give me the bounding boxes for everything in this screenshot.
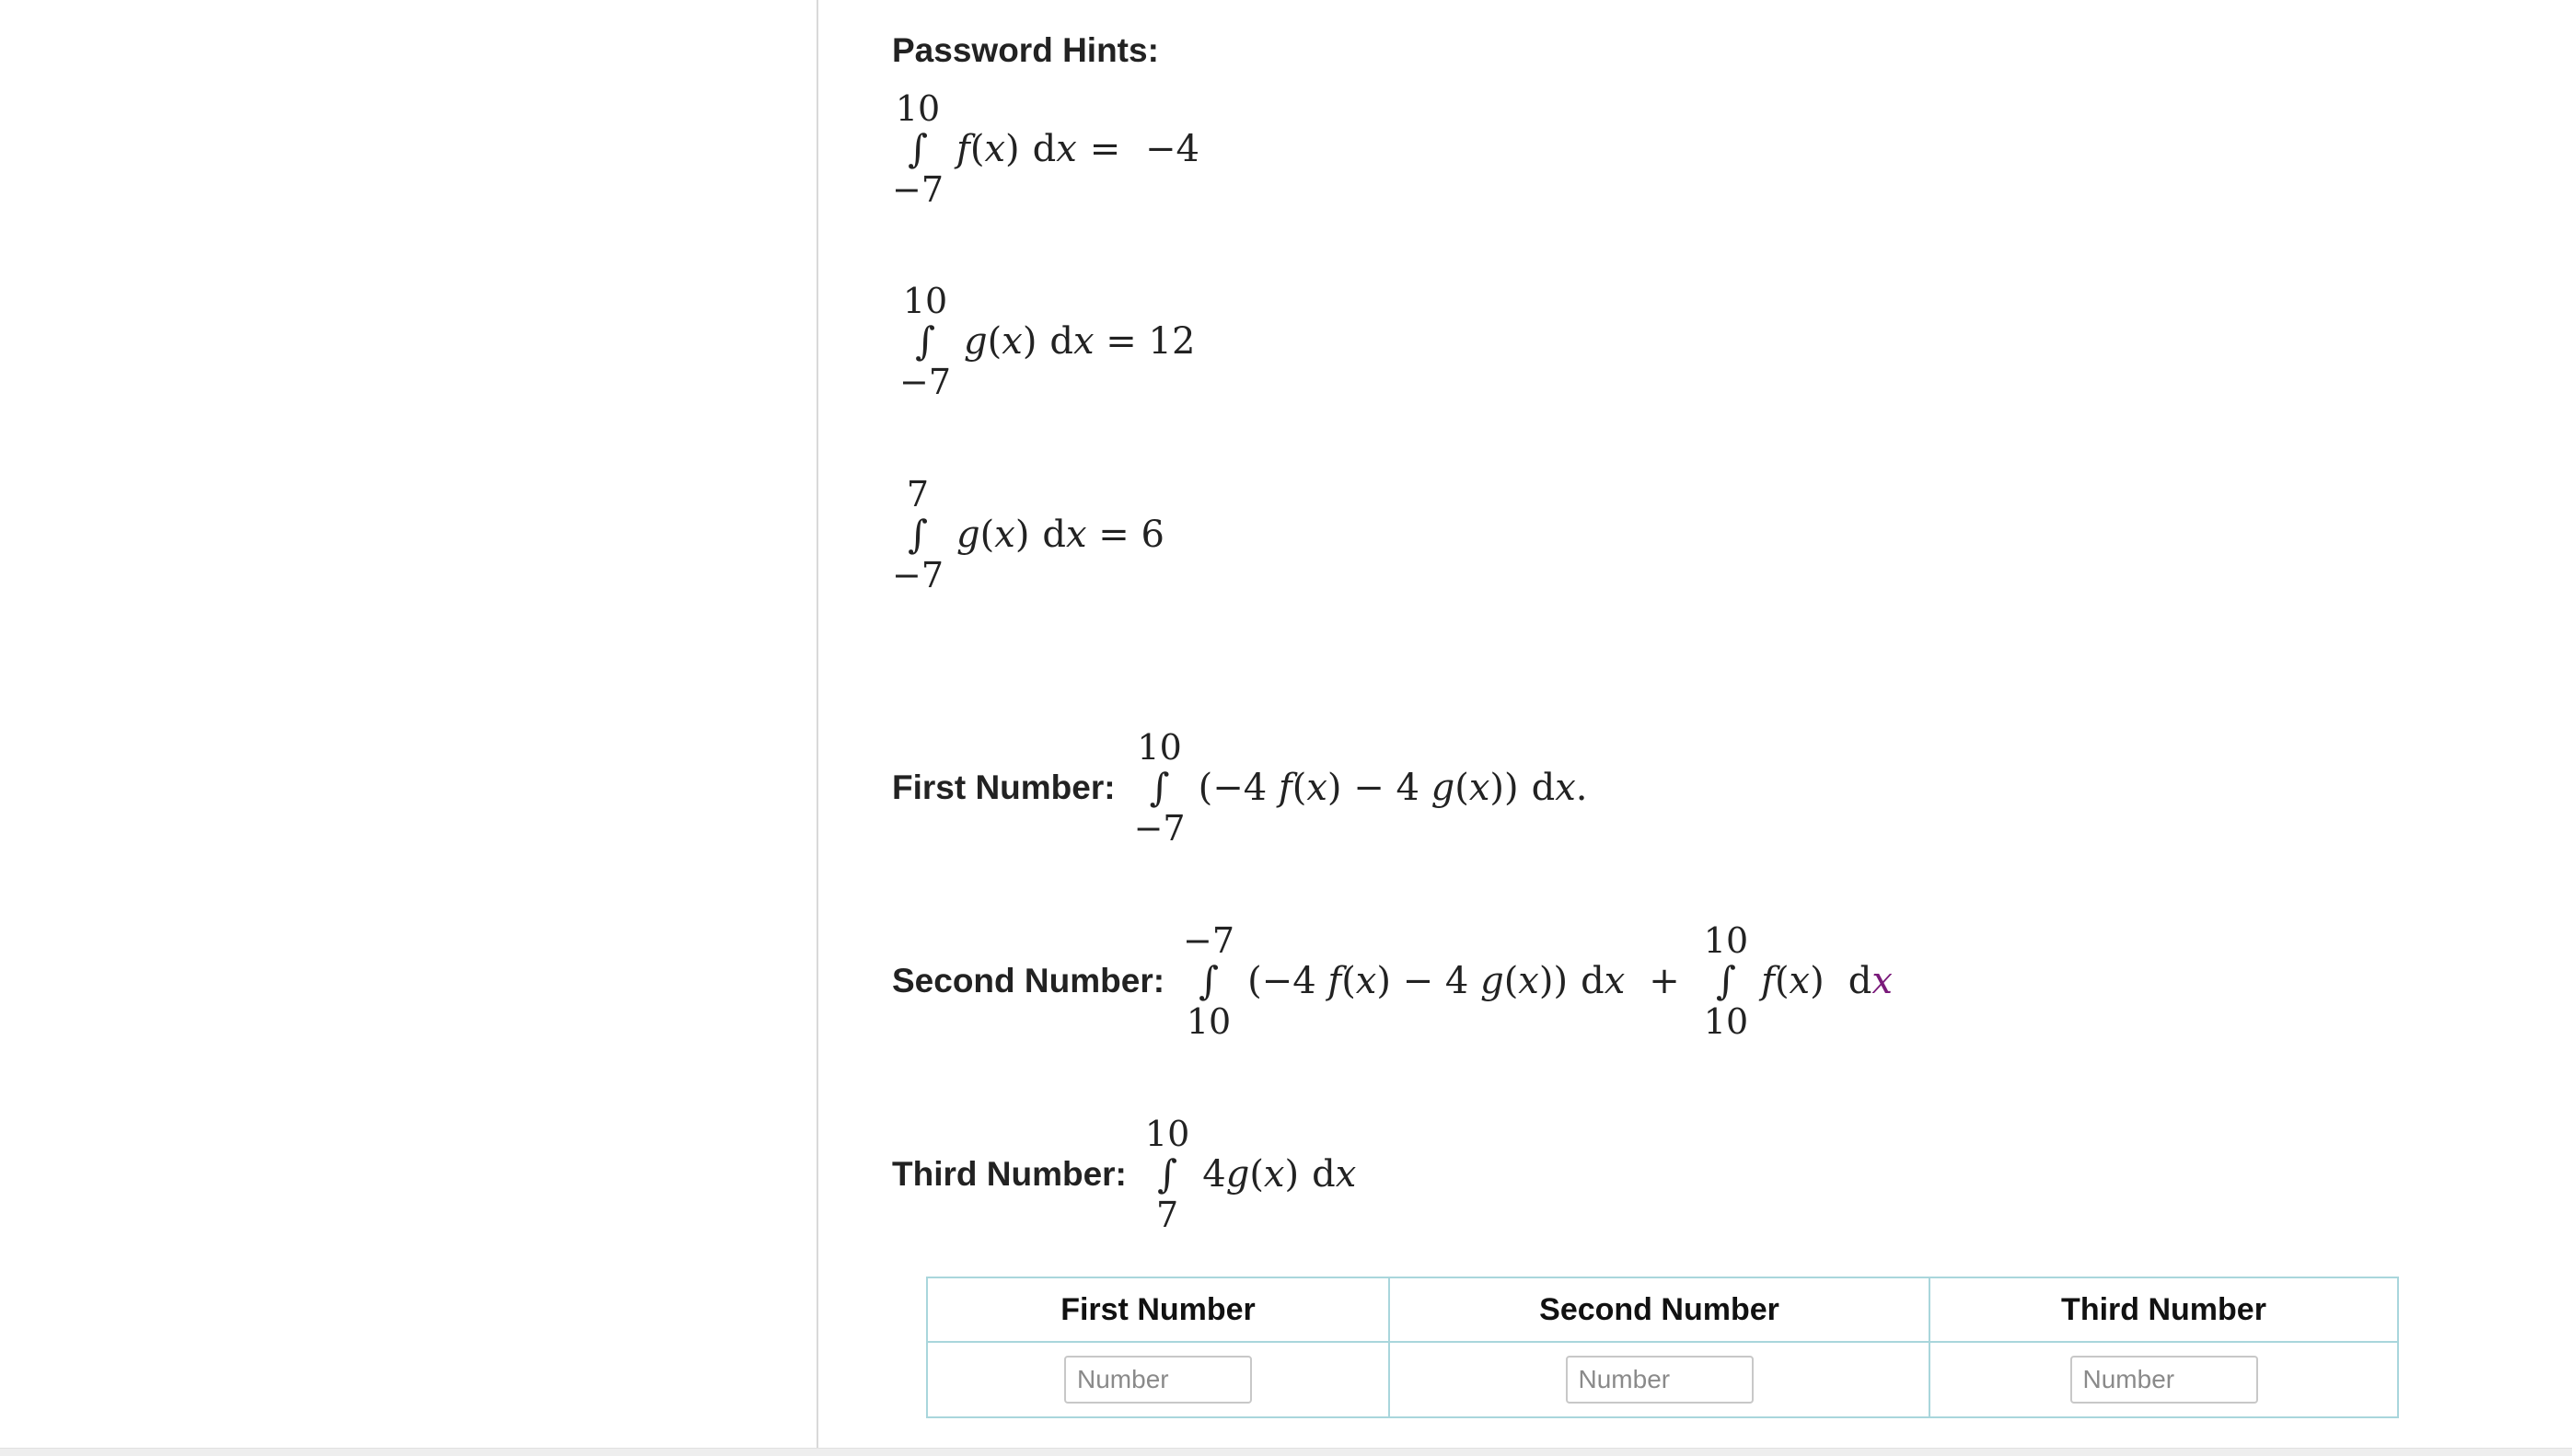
second-number-question (892, 920, 1893, 1042)
lower-limit: −7 (892, 169, 944, 210)
integral-symbol-icon: ∫ (908, 512, 928, 557)
first-number-input[interactable] (1064, 1356, 1252, 1404)
cell-first-number (927, 1342, 1389, 1417)
upper-limit: 10 (1703, 920, 1749, 961)
integral-sign (892, 88, 944, 210)
lower-limit: 10 (1703, 1001, 1749, 1042)
third-number-expression: 4g(x) dx (1202, 1153, 1357, 1196)
second-number-expression-2: f(x) dx (1761, 960, 1893, 1002)
upper-limit: 10 (1137, 727, 1182, 768)
third-number-input[interactable] (2070, 1356, 2258, 1404)
integral-symbol-icon: ∫ (1149, 765, 1170, 810)
upper-limit: −7 (1183, 920, 1235, 961)
second-number-expression-1: (−4 f(x) − 4 g(x)) dx (1247, 960, 1626, 1002)
hint-2 (899, 281, 1195, 402)
answer-table (926, 1277, 2399, 1418)
integral-symbol-icon: ∫ (915, 318, 935, 364)
integral-sign (1134, 727, 1186, 849)
lower-limit: 10 (1186, 1001, 1232, 1042)
integral-sign (1145, 1114, 1189, 1235)
integral-symbol-icon: ∫ (1716, 958, 1736, 1003)
lower-limit: −7 (892, 555, 944, 595)
third-number-question (892, 1114, 1356, 1235)
lower-limit: 7 (1155, 1195, 1179, 1235)
first-number-question (892, 727, 1588, 849)
cell-third-number (1929, 1342, 2398, 1417)
upper-limit: 10 (1144, 1114, 1190, 1154)
lower-limit: −7 (899, 362, 952, 402)
lower-limit: −7 (1133, 808, 1186, 849)
plus-sign: + (1649, 960, 1680, 1002)
hint-1 (892, 88, 1199, 210)
hint-expression: g(x) dx = 6 (956, 514, 1164, 556)
header-third-number: Third Number (1929, 1277, 2398, 1342)
answer-table-input-row (927, 1342, 2398, 1417)
upper-limit: 10 (895, 88, 941, 129)
cell-second-number (1389, 1342, 1929, 1417)
integral-symbol-icon: ∫ (908, 126, 928, 171)
third-number-label: Third Number: (892, 1155, 1127, 1193)
hint-expression: f(x) dx = −4 (956, 128, 1199, 170)
integral-sign (899, 281, 951, 402)
answer-table-header-row (927, 1277, 2398, 1342)
first-number-expression: (−4 f(x) − 4 g(x)) dx. (1198, 767, 1588, 809)
header-second-number: Second Number (1389, 1277, 1929, 1342)
integral-symbol-icon: ∫ (1157, 1151, 1178, 1196)
integral-sign (1704, 920, 1748, 1042)
hint-expression: g(x) dx = 12 (964, 320, 1196, 363)
hint-3 (892, 474, 1164, 595)
integral-symbol-icon: ∫ (1199, 958, 1219, 1003)
second-number-label: Second Number: (892, 962, 1165, 1000)
integral-sign (892, 474, 944, 595)
left-pane (0, 0, 818, 1450)
header-first-number: First Number (927, 1277, 1389, 1342)
main-content (892, 0, 2572, 1450)
second-number-input[interactable] (1566, 1356, 1754, 1404)
integral-sign (1183, 920, 1234, 1042)
bottom-scrollbar-strip (0, 1448, 2572, 1456)
upper-limit: 7 (906, 474, 930, 514)
hints-title: Password Hints: (892, 31, 1159, 69)
first-number-label: First Number: (892, 768, 1116, 806)
upper-limit: 10 (902, 281, 948, 321)
